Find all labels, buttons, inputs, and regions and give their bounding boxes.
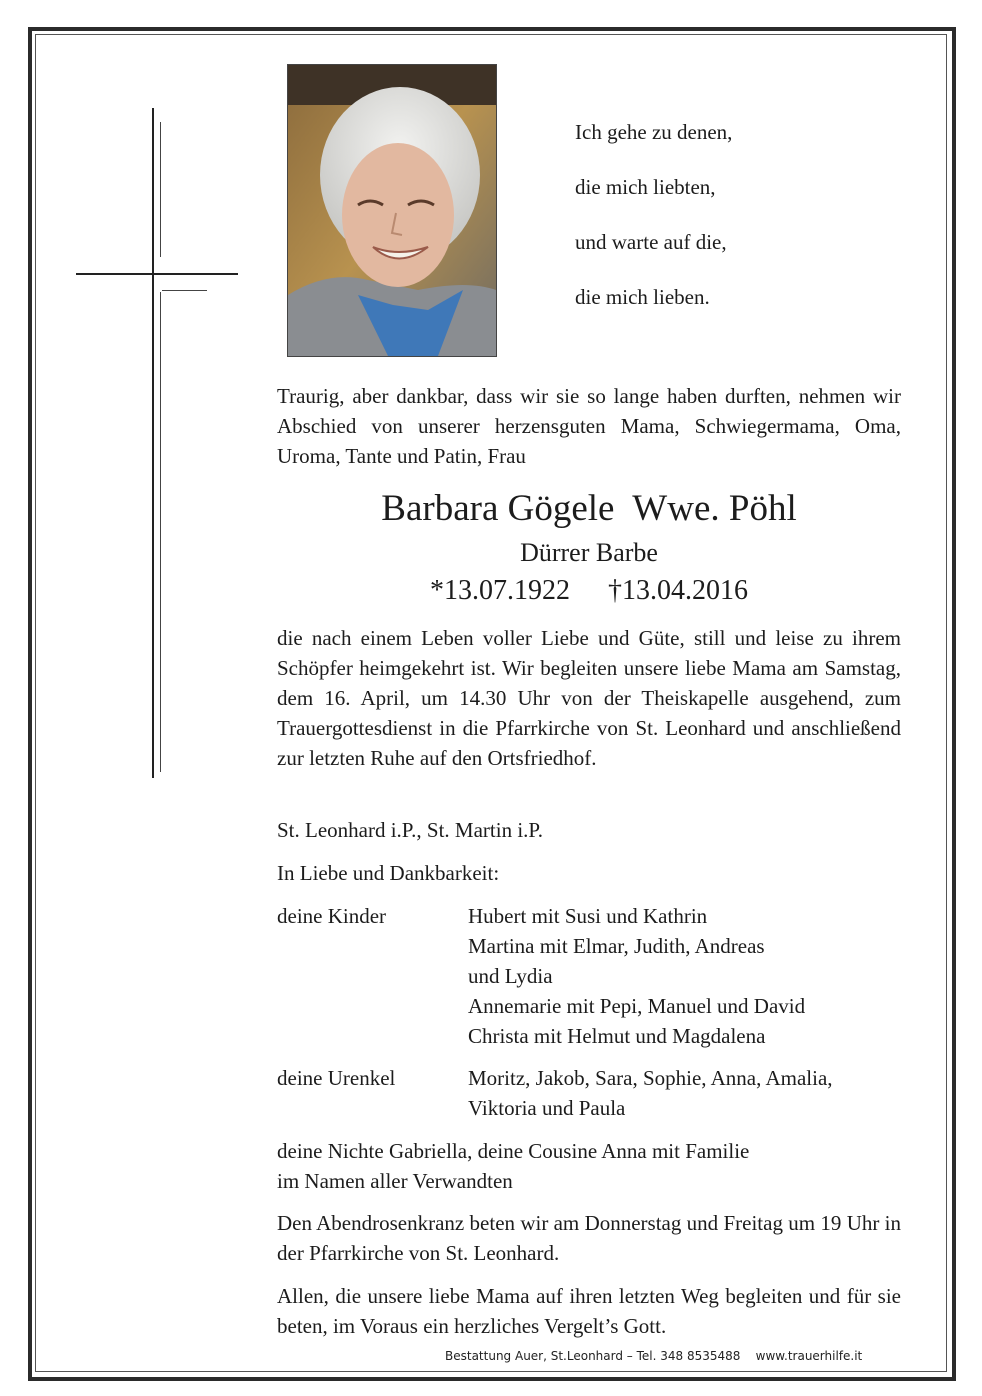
children-block bbox=[277, 901, 901, 1051]
death-date: †13.04.2016 bbox=[608, 575, 748, 606]
children-label: deine Kinder bbox=[277, 904, 387, 928]
list-item: und Lydia bbox=[468, 964, 553, 988]
greatgrandchildren-label: deine Urenkel bbox=[277, 1066, 396, 1090]
poem-line: Ich gehe zu denen, bbox=[575, 120, 733, 144]
footer-contact: Bestattung Auer, St.Leonhard – Tel. 348 8535488 www.trauerhilfe.it bbox=[445, 1349, 863, 1363]
body-paragraph: die nach einem Leben voller Liebe und Güte, still und leise zu ihrem Schöpfer heimgekehrt ist. Wir begleiten unsere liebe Mama am Samstag, dem 16. April, um 14.30 Uhr von der Theiskapelle ausgehend, zum Trauergottesdienst in die Pfarrkirche von St. Leonhard und anschließend zur letzten Ruhe auf den Ortsfriedhof. bbox=[277, 626, 901, 770]
list-item: Christa mit Helmut und Magdalena bbox=[468, 1024, 766, 1048]
deceased-name: Barbara Gögele Wwe. Pöhl bbox=[381, 488, 797, 529]
list-item: Annemarie mit Pepi, Manuel und David bbox=[468, 994, 806, 1018]
deceased-nickname: Dürrer Barbe bbox=[520, 538, 658, 567]
birth-date: *13.07.1922 bbox=[430, 575, 570, 606]
list-item: deine Nichte Gabriella, deine Cousine Anna mit Familie bbox=[277, 1139, 750, 1163]
portrait-photo bbox=[287, 64, 497, 357]
rosary-paragraph: Den Abendrosenkranz beten wir am Donnerstag und Freitag um 19 Uhr in der Pfarrkirche von St. Leonhard. bbox=[277, 1211, 901, 1265]
poem-line: die mich liebten, bbox=[575, 175, 716, 199]
intro-paragraph: Traurig, aber dankbar, dass wir sie so lange haben durften, nehmen wir Abschied von unserer herzensguten Mama, Schwiegermama, Oma, Uroma, Tante und Patin, Frau bbox=[277, 384, 901, 468]
gratitude-line: In Liebe und Dankbarkeit: bbox=[277, 861, 500, 885]
other-mourners bbox=[277, 1136, 901, 1196]
list-item: Martina mit Elmar, Judith, Andreas bbox=[468, 934, 765, 958]
life-dates bbox=[277, 574, 901, 608]
thanks-paragraph: Allen, die unsere liebe Mama auf ihren letzten Weg begleiten und für sie beten, im Voraus ein herzliches Vergelt’s Gott. bbox=[277, 1284, 901, 1338]
poem-line: die mich lieben. bbox=[575, 285, 710, 309]
list-item: Hubert mit Susi und Kathrin bbox=[468, 904, 708, 928]
greatgrandchildren-block bbox=[277, 1063, 901, 1123]
list-item: Viktoria und Paula bbox=[468, 1096, 626, 1120]
places: St. Leonhard i.P., St. Martin i.P. bbox=[277, 818, 544, 842]
poem bbox=[575, 105, 732, 325]
list-item: Moritz, Jakob, Sara, Sophie, Anna, Amalia, bbox=[468, 1066, 833, 1090]
list-item: im Namen aller Verwandten bbox=[277, 1169, 513, 1193]
poem-line: und warte auf die, bbox=[575, 230, 727, 254]
